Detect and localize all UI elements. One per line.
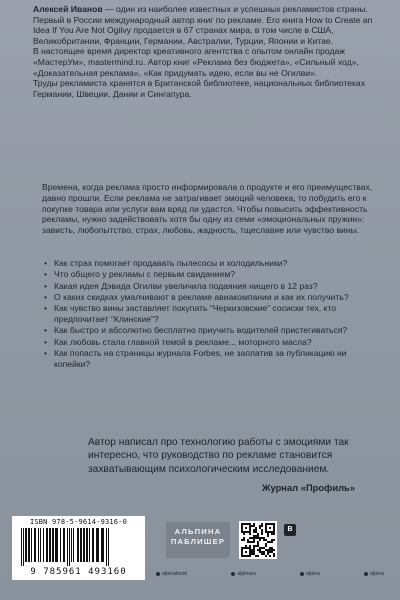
list-item: • Как быстро и абсолютно бесплатно приучить водителей пристегиваться? <box>44 325 348 336</box>
list-item: • Как страх помогает продавать пылесосы и холодильники? <box>44 258 288 268</box>
bullet-icon: • <box>44 291 48 302</box>
list-item: • Как любовь стала главной темой в рекламе... моторного масла? <box>44 336 312 347</box>
author-bio <box>33 4 373 99</box>
link-icon <box>156 572 160 576</box>
review-quote <box>88 436 378 476</box>
list-item: • Как попасть на страницы журнала Forbes, не заплатив за публикацию ни копейки? <box>44 347 347 369</box>
social-link[interactable]: alpina <box>364 571 384 577</box>
link-icon <box>231 572 235 576</box>
barcode-icon <box>20 528 137 566</box>
quote-text: Автор написал про технологию работы с эмоциями так интересно, что руководство по рекламе становится захватывающим психологическим исследованием. <box>88 437 349 475</box>
intro-text: Времена, когда реклама просто информировала о продукте и его преимуществах, давно прошли. Если реклама не затрагивает эмоций человека, то побудить его к покупке товара или услуги вам вряд ли удастся. Чтобы повысить эффективность рекламы, нужно задействовать хотя бы одну из семи «эмоциональных пружин»: зависть, любопытство, страх, любовь, жадность, тщеславие или чувство вины. <box>42 182 373 236</box>
bullet-icon: • <box>44 280 48 291</box>
social-badge-icon: B <box>284 524 296 536</box>
quote-source: Журнал «Профиль» <box>262 482 356 493</box>
social-link[interactable]: alpina <box>300 571 320 577</box>
social-links <box>156 571 384 577</box>
bullet-icon: • <box>44 325 48 336</box>
bullet-icon: • <box>44 269 48 280</box>
bio-paragraph-1 <box>33 4 373 46</box>
isbn-label: ISBN 978-5-9614-9316-0 <box>29 518 128 526</box>
barcode-digits: 9 785961 493160 <box>30 567 127 577</box>
list-item: • О каких скидках умалчивают в рекламе авиакомпании и как их получить? <box>44 291 349 302</box>
book-intro <box>42 182 377 236</box>
bio-paragraph-2: В настоящее время директор креативного агентства с опытом онлайн продаж «МастерУм», mastermind.ru. Автор книг «Реклама без бюджета», «Сильный ход», «Доказательная реклама», «Как придумать идею, если вы не Огилви». <box>33 46 359 78</box>
isbn-barcode <box>12 516 145 580</box>
publisher-logo <box>162 518 234 562</box>
bullet-icon: • <box>44 347 48 358</box>
list-item: • Что общего у рекламы с первым свиданием? <box>44 269 236 280</box>
bio-paragraph-1-text: — один из наиболее известных и успешных рекламистов страны. Первый в России международный автор книг по рекламе. Его книга How to Create an Idea If You Are Not Ogilvy продается в 67 странах мира, в том числе в США, Великобритании, Франции, Германии, Австралии, Турции, Японии и Китае. <box>33 4 373 46</box>
link-icon <box>364 572 368 576</box>
list-item: • Как чувство вины заставляет покупать “Черкизовские” сосиски тех, кто предпочитает “Клинские”? <box>44 303 337 324</box>
social-link[interactable]: alpinaru <box>231 571 255 577</box>
publisher-name: АЛЬПИНА ПАБЛИШЕР <box>170 527 226 546</box>
social-link[interactable]: alpinabook <box>156 571 187 577</box>
bullet-icon: • <box>44 303 48 314</box>
bullet-icon: • <box>44 336 48 347</box>
link-icon <box>300 572 304 576</box>
author-name: Алексей Иванов <box>33 4 103 14</box>
question-list <box>44 258 374 370</box>
bullet-icon: • <box>44 258 48 268</box>
list-item: • Какая идея Дэвида Огилви увеличила подаяния нищего в 12 раз? <box>44 280 318 291</box>
bio-paragraph-3: Труды рекламиста хранятся в Британской библиотеке, национальных библиотеках Германии, Швеции, Дании и Сингапура. <box>33 78 366 99</box>
qr-code-icon <box>239 521 277 559</box>
